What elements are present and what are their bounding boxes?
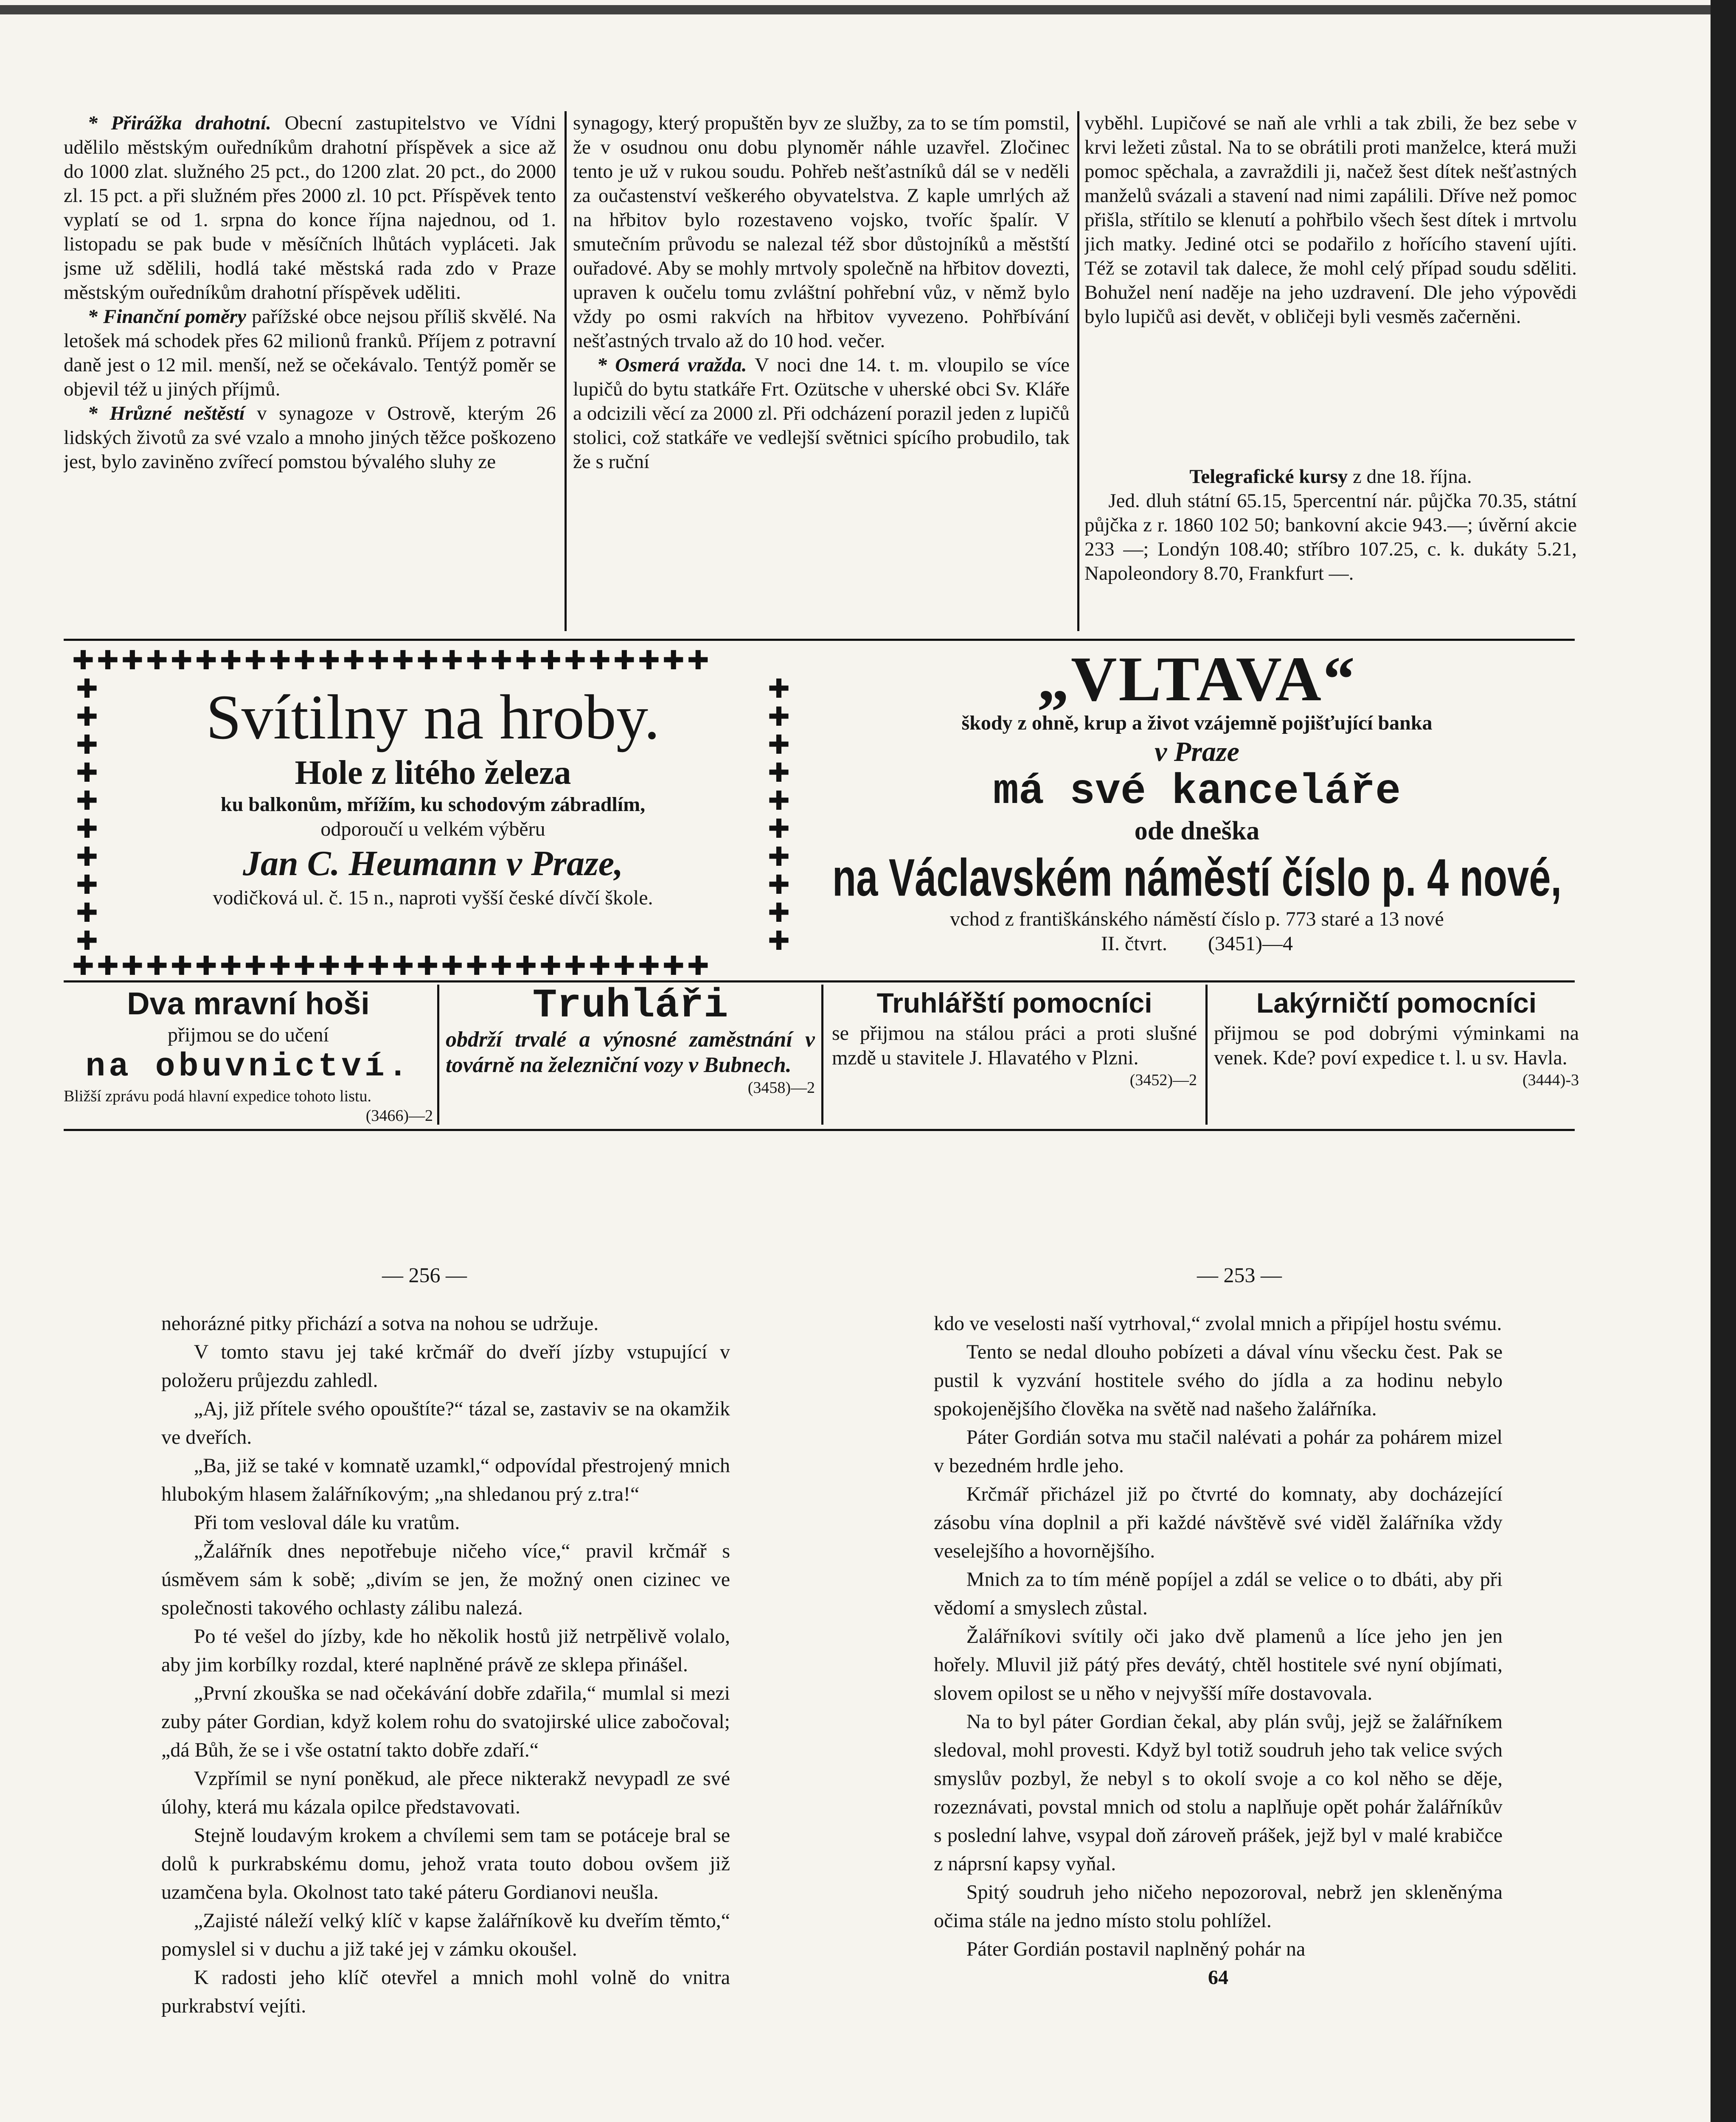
- cross-border-left: ✚ ✚ ✚ ✚ ✚ ✚ ✚ ✚ ✚ ✚: [76, 675, 98, 951]
- cross-border-right: ✚ ✚ ✚ ✚ ✚ ✚ ✚ ✚ ✚ ✚: [768, 675, 790, 951]
- section-rule: [64, 980, 1575, 982]
- page-number-left: — 256 —: [382, 1263, 467, 1287]
- telegraph-rates: Telegrafické kursy z dne 18. října. Jed. dluh státní 65.15, 5percentní nár. půjčka 70.35, státní půjčka z r. 1860 102 50; bankovní akcie 943.—; úvěrní akcie 233 —; Londýn 108.40; stříbro 107.25, c. k. dukáty 5.21, Napoleondory 8.70, Frankfurt —.: [1084, 466, 1577, 584]
- small-ad-carpenters: Truhláři obdrží trvalé a výnosné zaměstnání v továrně na železniční vozy v Bubnech. (3458)—2: [446, 985, 815, 1097]
- section-rule: [64, 639, 1575, 641]
- novel-page-right: kdo ve veselosti naší vytrhoval,“ zvolal mnich a připíjel hostu svému. Tento se nedal dlouho pobízeti a dával vínu všecku čest. Pak se pustil k vyzvání hostitele svého do jídla a za hodinu nebylo spokojenějšího člověka na světě nad našeho žalářníka. Páter Gordián sotva mu stačil nalévati a pohár za pohárem mizel v bezedném hrdle jeho. Krčmář přicházel již po čtvrté do komnaty, aby docházející zásobu vína doplnil a při každé návštěvě své viděl žalářníka vždy veselejšího a hovornějšího. Mnich za to tím méně popíjel a zdál se velice o to dbáti, aby při vědomí a smyslech zůstal. Žalářníkovi svítily oči jako dvě plamenů a líce jeho jen jen hořely. Mluvil již pátý přes devátý, chtěl hostitele své nyní objímati, slovem opilost se u něho v nejvyšší míře dostavovala. Na to byl páter Gordian čekal, aby plán svůj, jejž se žalářníkem sledoval, mohl provesti. Když byl totiž soudruh jeho tak velice svých smyslův pozbyl, že nebyl s to okolí svoje a co kol něho se děje, rozeznávati, povstal mnich od stolu a naplňuje opět pohár žalářníkův s poslední lahve, vsypal doň zároveň prášek, jejž byl v malé krabičce z náprsní kapsy vyňal. Spitý soudruh jeho ničeho nepozoroval, nebrž jen skleněnýma očima stále na jedno místo stolu pohlížel. Páter Gordián postavil naplněný pohár na 64: [934, 1309, 1503, 2122]
- column-rule: [437, 985, 439, 1125]
- lamp-ad: Svítilny na hroby. Hole z litého železa ku balkonům, mřížím, ku schodovým zábradlím, odporoučí u velkém výběru Jan C. Heumann v Praze, vodičková ul. č. 15 n., naproti vyšší české dívčí škole.: [106, 681, 760, 949]
- section-rule: [64, 1129, 1575, 1131]
- scan-edge: [1711, 0, 1736, 2122]
- vltava-name: „VLTAVA“: [1037, 647, 1357, 714]
- small-ad-apprentices: Dva mravní hoši přijmou se do učení na obuvnictví. Bližší zprávu podá hlavní expedice tohoto listu. (3466)—2: [64, 986, 433, 1125]
- cross-border-bottom: ✚✚✚✚✚✚✚✚✚✚✚✚✚✚✚✚✚✚✚✚✚✚✚✚✚✚: [72, 953, 712, 979]
- column-rule: [821, 985, 823, 1125]
- ad-subtitle: Hole z litého železa: [295, 754, 571, 792]
- column-rule: [565, 111, 567, 631]
- novel-page-left: nehorázné pitky přichází a sotva na nohou se udržuje. V tomto stavu jej také krčmář do dveří jízby vstupující v položeru průjezdu zahledl. „Aj, již přítele svého opouštíte?“ tázal se, zastaviv se na okamžik ve dveřích. „Ba, již se také v komnatě uzamkl,“ odpovídal přestrojený mnich hlubokým hlasem žalářníkovým; „na shledanou prý z.tra!“ Při tom vesloval dále ku vratům. „Žalářník dnes nepotřebuje ničeho více,“ pravil krčmář s úsměvem sám k sobě; „divím se jen, že možný onen cizinec ve společnosti takového ochlasty zálibu nalezá. Po té vešel do jízby, kde ho několik hostů již netrpělivě volalo, aby jim korbílky rozdal, které naplněné právě ze sklepa přinášel. „První zkouška se nad očekávání dobře zdařila,“ mumlal si mezi zuby páter Gordian, když kolem rohu do svatojirské ulice zabočoval; „dá Bůh, že se i vše ostatní takto dobře zdaří.“ Vzpřímil se nyní poněkud, ale přece nikterakž nevypadl ze své úlohy, která mu kázala opilce představovati. Stejně loudavým krokem a chvílemi sem tam se potáceje bral se dolů k purkrabskému domu, jehož vrata touto dobou ovšem již uzamčena byla. Okolnost tato také páteru Gordianovi neušla. „Zajisté náleží velký klíč v kapse žalářníkově ku dveřím těmto,“ pomyslel si v duchu a již také jej v zámku okoušel. K radosti jeho klíč otevřel a mnich mohl volně do vnitra purkrabství vejíti.: [161, 1312, 730, 2017]
- news-column-3: vyběhl. Lupičové se naň ale vrhli a tak zbili, že bez sebe v krvi ležeti zůstal. Na to se obrátili proti manželce, která muži pomoc spěchala, a zavraždili ji, načež šest dítek nešťastných manželů svázali a stavení nad nimi zapálili. Dříve než pomoc přišla, střítilo se klenutí a pohřbilo všech šest dítek i mrtvolu jich matky. Jediné otci se podařilo z hořícího stavení ujíti. Též se zotavil tak dalece, že mohl celý případ soudu sděliti. Bohužel není naděje na jeho uzdravení. Dle jeho výpovědi bylo lupičů asi devět, v obličeji byli vesměs začerněni.: [1084, 112, 1577, 328]
- signature-mark: 64: [1208, 1966, 1228, 1989]
- ad-headline: Svítilny na hroby.: [206, 682, 660, 752]
- news-column-2: synagogy, který propuštěn byv ze služby, za to se tím pomstil, že v osudnou onu dobu plynoměr náhle uzavřel. Zločinec tento je už v rukou soudu. Pohřeb nešťastníků dál se v neděli za oučastenství veškerého obyvatelstva. Z kaple umrlých až na hřbitov bylo rozestaveno vojsko, tvoříc špalír. V smutečním průvodu se nalezal též sbor důstojníků a městští ouřadové. Aby se mohly mrtvoly společně na hřbitov dovezti, upraven k oučelu tomu zvláštní pohřební vůz, v němž bylo vždy po osmi rakvích na hřbitov vyvezeno. Pohřbívání nešťastných trvalo až do 10 hod. večer. * Osmerá vražda. V noci dne 14. t. m. vloupilo se více lupičů do bytu statkáře Frt. Ozütsche v uherské obci Sv. Kláře a odcizili věcí za 2000 zl. Při odcházení porazil jeden z lupičů stolici, což statkáře ve vedlejší světnici spícího probudilo, tak že s ruční: [573, 112, 1070, 473]
- telegraph-title: Telegrafické kursy: [1189, 466, 1348, 488]
- page-number-right: — 253 —: [1197, 1263, 1282, 1287]
- cross-border-top: ✚✚✚✚✚✚✚✚✚✚✚✚✚✚✚✚✚✚✚✚✚✚✚✚✚✚: [72, 647, 712, 674]
- vltava-ad: „VLTAVA“ škody z ohně, krup a život vzájemně pojišťující banka v Praze má své kanceláře ode dneška na Václavském náměstí číslo p. 4 nové, vchod z františkánského náměstí číslo p. 773 staré a 13 nové II. čtvrt. (3451)—4: [815, 647, 1579, 982]
- column-rule: [1077, 111, 1079, 631]
- small-ad-lacquerers: Lakýrničtí pomocníci přijmou se pod dobrými výminkami na venek. Kde? poví expedice t. l. u sv. Havla. (3444)-3: [1214, 987, 1579, 1089]
- small-ad-carpenter-helpers: Truhlářští pomocníci se přijmou na stálou práci a proti slušné mzdě u stavitele J. Hlavatého v Plzni. (3452)—2: [832, 987, 1197, 1089]
- ad-firm: Jan C. Heumann v Praze,: [242, 844, 624, 883]
- top-border: [0, 5, 1736, 14]
- news-column-1: * Přirážka drahotní. Obecní zastupitelstvo ve Vídni udělilo městským ouředníkům drahotní příspěvek a sice až do 1000 zlat. služného 25 pct., do 1200 zlat. 20 pct., do 2000 zl. 15 pct. a při služném přes 2000 zl. 10 pct. Příspěvek tento vyplatí se od 1. srpna do konce října najednou, od 1. listopadu se pak bude v měsíčních lhůtách vypláceti. Jak jsme už sdělili, hodlá také městská rada zdo v Praze městským ouředníkům drahotní příspěvek uděliti. * Finanční poměry pařížské obce nejsou příliš skvělé. Na letošek má schodek přes 62 milionů franků. Příjem z potravní daně jest o 12 mil. menší, než se očekávalo. Tentýž poměr se objevil též u jiných příjmů. * Hrůzné neštěstí v synagoze v Ostrově, kterým 26 lidských životů za své vzalo a mnoho jiných těžce poškozeno jest, bylo zaviněno zvířecí pomstou bývalého sluhy ze: [64, 112, 556, 473]
- column-rule: [1205, 985, 1208, 1125]
